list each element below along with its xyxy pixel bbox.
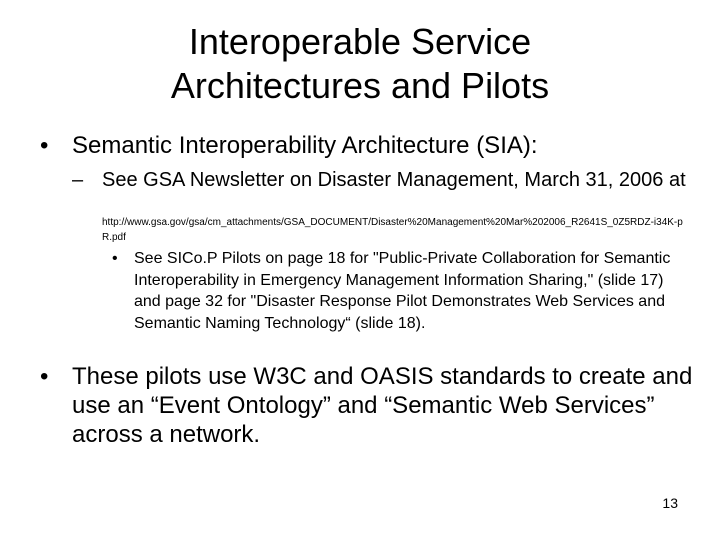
- sub-sub-bullet-text: See SICo.P Pilots on page 18 for "Public-Private Collaboration for Semantic Interoperability in Emergency Management Information Sharing," (slide 17) and page 32 for "Disaster Response Pilot Demonstrates Web Services and Semantic Naming Technology“ (slide 18).: [134, 250, 671, 332]
- sub-sub-bullet-sicop-pilots: [112, 248, 692, 334]
- sub-bullet-gsa-newsletter: [72, 168, 702, 192]
- bullet-marker: •: [40, 132, 49, 159]
- bullet-marker: •: [40, 363, 49, 390]
- page-number: 13: [662, 495, 678, 511]
- sub-bullet-marker: –: [72, 169, 84, 191]
- sub-bullet-text: See GSA Newsletter on Disaster Management, March 31, 2006 at: [102, 169, 686, 191]
- title-line-1: Interoperable Service: [188, 21, 532, 62]
- slide-title: [0, 20, 720, 108]
- bullet-text: These pilots use W3C and OASIS standards to create and use an “Event Ontology” and “Semantic Web Services” across a network.: [72, 363, 693, 448]
- bullet-pilots-standards: [40, 362, 700, 449]
- title-line-2: Architectures and Pilots: [170, 65, 550, 106]
- bullet-sia: [40, 131, 700, 160]
- newsletter-link[interactable]: http://www.gsa.gov/gsa/cm_attachments/GSA_DOCUMENT/Disaster%20Management%20Mar%202006_R2641S_0Z5RDZ-i34K-pR.pdf: [102, 217, 683, 243]
- bullet-text: Semantic Interoperability Architecture (SIA):: [72, 132, 538, 159]
- sub-sub-bullet-marker: •: [112, 250, 118, 267]
